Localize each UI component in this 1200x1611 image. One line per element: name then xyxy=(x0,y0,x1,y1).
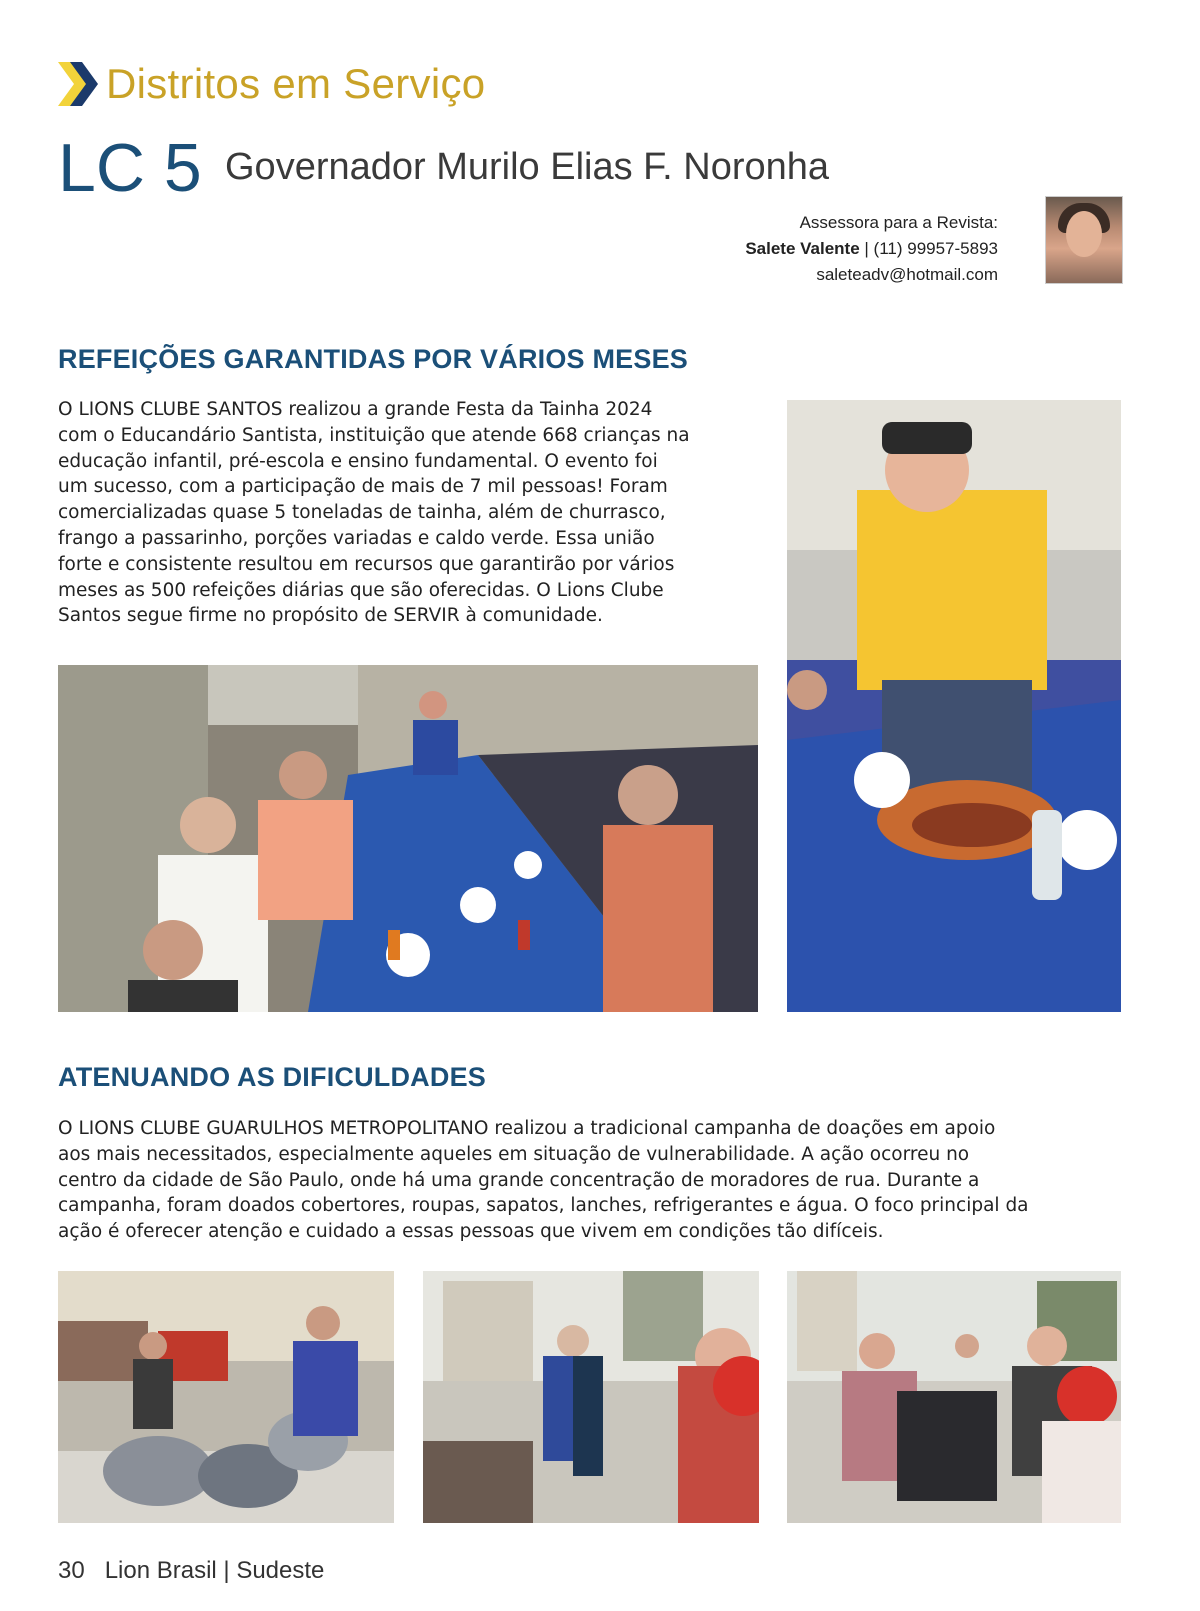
avatar xyxy=(1045,196,1123,284)
banquet-photo xyxy=(58,665,758,1012)
article2-line: aos mais necessitados, especialmente aqueles em situação de vulnerabilidade. A ação ocorreu no xyxy=(58,1143,970,1165)
page-number: 30 xyxy=(58,1557,85,1584)
contact-phone: (11) 99957-5893 xyxy=(873,239,998,258)
article1-line: com o Educandário Santista, instituição que atende 668 crianças na xyxy=(58,424,690,446)
article2-line: ação é oferecer atenção e cuidado a essas pessoas que vivem em condições tão difíceis. xyxy=(58,1221,884,1243)
article2-heading: ATENUANDO AS DIFICULDADES xyxy=(58,1062,486,1092)
fish-server-photo xyxy=(787,400,1121,1012)
lc-number: LC 5 xyxy=(58,130,202,206)
article2-line: centro da cidade de São Paulo, onde há uma grande concentração de moradores de rua. Durante a xyxy=(58,1169,980,1191)
contact-separator: | xyxy=(859,239,874,258)
article1-line: frango a passarinho, porções variadas e caldo verde. Essa união xyxy=(58,527,655,549)
section-title: Distritos em Serviço xyxy=(106,60,486,107)
page-footer xyxy=(58,1557,324,1585)
article1-line: um sucesso, com a participação de mais de 7 mil pessoas! Foram xyxy=(58,476,668,498)
article1-line: Santos segue firme no propósito de SERVIR à comunidade. xyxy=(58,605,603,627)
article1-heading: REFEIÇÕES GARANTIDAS POR VÁRIOS MESES xyxy=(58,344,688,374)
donation-photo-3 xyxy=(787,1271,1121,1523)
article1-line: educação infantil, pré-escola e ensino fundamental. O evento foi xyxy=(58,450,658,472)
article1-line: comercializadas quase 5 toneladas de tainha, além de churrasco, xyxy=(58,502,666,524)
contact-email: saleteadv@hotmail.com xyxy=(816,265,998,284)
chevron-icon xyxy=(58,62,100,106)
article1-line: meses as 500 refeições diárias que são oferecidas. O Lions Clube xyxy=(58,579,664,601)
donation-photo-2 xyxy=(423,1271,759,1523)
publication-name: Lion Brasil | Sudeste xyxy=(104,1557,325,1584)
contact-name: Salete Valente xyxy=(745,239,860,258)
article2-body xyxy=(58,1116,1128,1245)
article1-line: forte e consistente resultou em recursos que garantirão por vários xyxy=(58,553,675,575)
article1-body xyxy=(58,397,758,629)
donation-photo-1 xyxy=(58,1271,394,1523)
contact-line xyxy=(745,236,998,262)
article1-line: O LIONS CLUBE SANTOS realizou a grande Festa da Tainha 2024 xyxy=(58,399,653,420)
contact-role: Assessora para a Revista: xyxy=(799,213,998,232)
contact-block xyxy=(745,210,998,288)
article2-line: campanha, foram doados cobertores, roupas, sapatos, lanches, refrigerantes e água. O foco principal da xyxy=(58,1195,1029,1217)
governor-name: Governador Murilo Elias F. Noronha xyxy=(225,146,830,188)
article2-line: O LIONS CLUBE GUARULHOS METROPOLITANO realizou a tradicional campanha de doações em apoio xyxy=(58,1118,996,1139)
